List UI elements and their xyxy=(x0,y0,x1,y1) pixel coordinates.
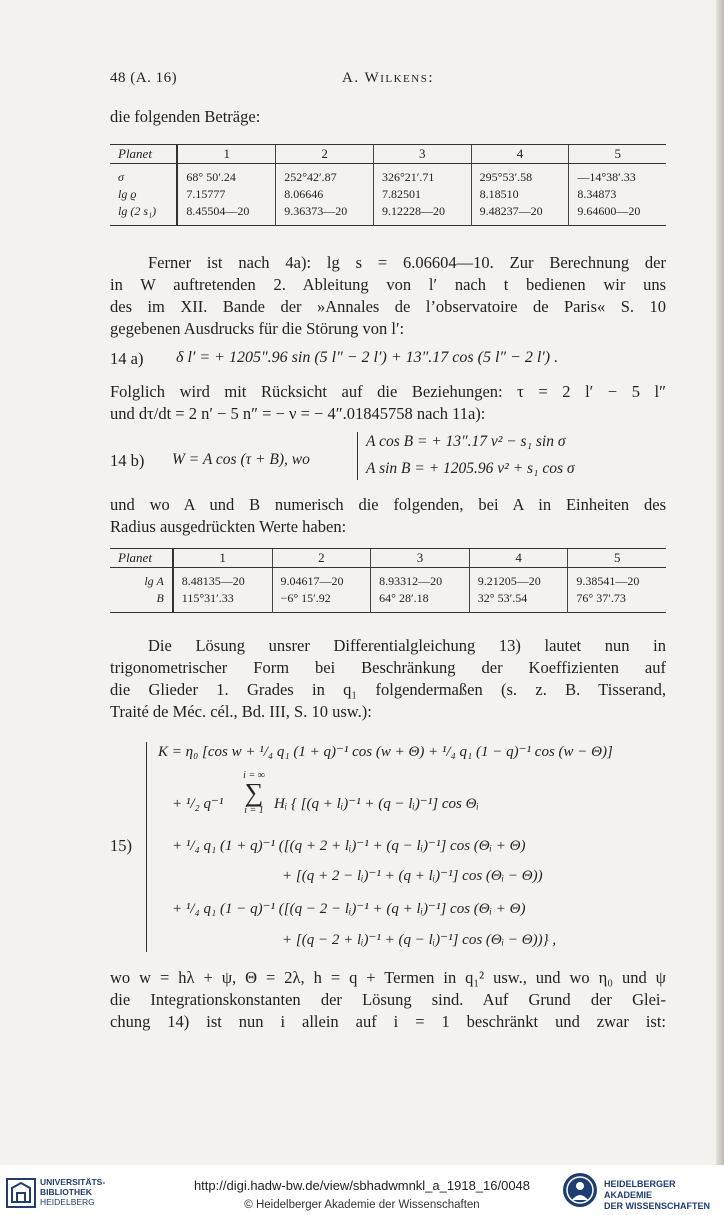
table-cell: 7.15777 xyxy=(177,186,275,203)
logo-text-line: UNIVERSITÄTS- xyxy=(40,1177,106,1187)
table-cell: 68° 50′.24 xyxy=(177,164,275,187)
academy-name xyxy=(604,1179,724,1212)
text-line: Die Lösung unsrer Differentialgleichung 13) lautet nun in xyxy=(148,636,666,655)
equation-14a: δ l′ = + 1205″.96 sin (5 l″ − 2 l′) + 13″.17 cos (5 l″ − 2 l′) . xyxy=(176,349,559,366)
paragraph-wo xyxy=(110,967,666,1033)
text-line: Traité de Méc. cél., Bd. III, S. 10 usw.): xyxy=(110,702,372,721)
table-header-cell: Planet xyxy=(110,145,177,164)
author-name: A. Wilkens: xyxy=(342,70,434,86)
permalink[interactable]: http://digi.hadw-bw.de/view/sbhadwmnkl_a_1918_16/0048 xyxy=(193,1178,531,1193)
text-line: die Integrationskonstanten der Lösung sind. Auf Grund der Glei- xyxy=(110,990,666,1009)
table-cell: 326°21′.71 xyxy=(373,164,471,187)
text-line: Radius ausgedrückten Werte haben: xyxy=(110,517,347,536)
logo-text-line: HEIDELBERG xyxy=(40,1197,95,1207)
table-header-row xyxy=(110,549,666,568)
text-line: Folglich wird mit Rücksicht auf die Beziehungen: τ = 2 l′ − 5 l″ xyxy=(110,382,666,401)
table-header-cell: Planet xyxy=(110,549,173,568)
text-line: gegebenen Ausdrucks für die Störung von l′: xyxy=(110,319,405,338)
table-header-cell: 5 xyxy=(568,549,666,568)
logo-text-line: HEIDELBERGER AKADEMIE xyxy=(604,1179,676,1200)
text-line: Ferner ist nach 4a): lg s = 6.06604—10. Zur Berechnung der xyxy=(148,253,666,272)
table-header-cell: 4 xyxy=(471,145,569,164)
paragraph-ferner xyxy=(110,252,666,340)
equation-15-line3: + ¹/₄ q₁ (1 + q)⁻¹ ([(q + 2 + lᵢ)⁻¹ + (q − lᵢ)⁻¹] cos (Θᵢ + Θ) xyxy=(172,838,526,854)
logo-text-line: BIBLIOTHEK xyxy=(40,1187,92,1197)
table-header-cell: 3 xyxy=(373,145,471,164)
sum-upper-limit: i = ∞ xyxy=(243,770,265,781)
table-header-cell: 3 xyxy=(371,549,470,568)
sum-lower-limit: i = 1 xyxy=(244,805,264,816)
table-header-cell: 5 xyxy=(569,145,666,164)
table-cell: 295°53′.58 xyxy=(471,164,569,187)
table-cell: −6° 15′.92 xyxy=(272,590,371,613)
academy-seal-icon xyxy=(563,1173,597,1207)
text-line: des im XII. Bande der »Annales de l’observatoire de Paris« S. 10 xyxy=(110,297,666,316)
table-cell: 64° 28′.18 xyxy=(371,590,470,613)
table-cell: 252°42′.87 xyxy=(276,164,374,187)
text-line: wo w = hλ + ψ, Θ = 2λ, h = q + Termen in q₁² usw., und wo η₀ und ψ xyxy=(110,968,666,987)
table-cell: 9.12228—20 xyxy=(373,203,471,226)
equation-15-line6: + [(q − 2 + lᵢ)⁻¹ + (q − lᵢ)⁻¹] cos (Θᵢ − Θ))} , xyxy=(282,932,557,948)
table-header-cell: 1 xyxy=(173,549,272,568)
table-planet-elements xyxy=(110,144,666,226)
table-cell: 8.45504—20 xyxy=(177,203,275,226)
equation-14b-line2: A sin B = + 1205.96 ν² + s₁ cos σ xyxy=(366,460,575,477)
table-cell: 76° 37′.73 xyxy=(568,590,666,613)
table-cell: 8.06646 xyxy=(276,186,374,203)
text-line: in W auftretenden 2. Ableitung von l′ nach t bedienen wir uns xyxy=(110,275,666,294)
copyright-notice: © Heidelberger Akademie der Wissenschaften xyxy=(244,1199,480,1211)
text-line: chung 14) ist nun i allein auf i = 1 beschränkt und zwar ist: xyxy=(110,1012,666,1031)
equation-15-line4: + [(q + 2 − lᵢ)⁻¹ + (q + lᵢ)⁻¹] cos (Θᵢ − Θ)) xyxy=(282,868,543,884)
equation-brace xyxy=(357,432,358,480)
table-row xyxy=(110,164,666,187)
equation-15-line2-pre: + ¹/₂ q⁻¹ xyxy=(172,796,224,812)
equation-15-line1: K = η₀ [cos w + ¹/₄ q₁ (1 + q)⁻¹ cos (w + Θ) + ¹/₄ q₁ (1 − q)⁻¹ cos (w − Θ)] xyxy=(158,744,613,760)
table-cell: 9.64600—20 xyxy=(569,203,666,226)
equation-brace xyxy=(146,742,147,952)
table-cell: σ xyxy=(110,164,177,187)
intro-text: die folgenden Beträge: xyxy=(110,107,261,126)
table-cell: 8.18510 xyxy=(471,186,569,203)
table-cell: 9.04617—20 xyxy=(272,568,371,591)
table-cell: —14°38′.33 xyxy=(569,164,666,187)
table-cell: 9.48237—20 xyxy=(471,203,569,226)
summation xyxy=(237,770,271,816)
table-header-cell: 2 xyxy=(272,549,371,568)
text-line: und dτ/dt = 2 n′ − 5 n″ = − ν = − 4″.01845758 nach 11a): xyxy=(110,404,486,423)
table-cell: 115°31′.33 xyxy=(173,590,272,613)
table-row xyxy=(110,568,666,591)
text-line: trigonometrischer Form bei Beschränkung der Koeffizienten auf xyxy=(110,658,666,677)
logo-text-line: DER WISSENSCHAFTEN xyxy=(604,1201,711,1211)
page-edge xyxy=(716,0,724,1165)
equation-label: 15) xyxy=(110,836,132,855)
equation-14b-main: W = A cos (τ + B), wo xyxy=(172,451,310,468)
table-cell: 8.93312—20 xyxy=(371,568,470,591)
table-header-cell: 2 xyxy=(276,145,374,164)
equation-15-line5: + ¹/₄ q₁ (1 − q)⁻¹ ([(q − 2 − lᵢ)⁻¹ + (q + lᵢ)⁻¹] cos (Θᵢ + Θ) xyxy=(172,901,526,917)
paragraph-loesung xyxy=(110,635,666,723)
viewer-footer xyxy=(0,1165,724,1215)
table-cell: 32° 53′.54 xyxy=(469,590,568,613)
equation-14b-line1: A cos B = + 13″.17 ν² − s₁ sin σ xyxy=(366,433,566,450)
text-line: die Glieder 1. Grades in q₁ folgendermaßen (s. z. B. Tisserand, xyxy=(110,680,666,699)
sum-sign: ∑ xyxy=(244,778,264,807)
table-cell: lg A xyxy=(110,568,173,591)
table-cell: lg ϱ xyxy=(110,186,177,203)
table-header-row xyxy=(110,145,666,164)
equation-label: 14 a) xyxy=(110,349,144,368)
equation-label: 14 b) xyxy=(110,451,145,470)
table-cell: 8.48135—20 xyxy=(173,568,272,591)
text-line: und wo A und B numerisch die folgenden, bei A in Einheiten des xyxy=(110,495,666,514)
page-reference: 48 (A. 16) xyxy=(110,70,178,86)
equation-15-line2-post: Hᵢ { [(q + lᵢ)⁻¹ + (q − lᵢ)⁻¹] cos Θᵢ xyxy=(274,796,479,812)
paragraph-und-wo xyxy=(110,494,666,538)
table-cell: 8.34873 xyxy=(569,186,666,203)
table-cell: 9.36373—20 xyxy=(276,203,374,226)
table-header-cell: 1 xyxy=(177,145,275,164)
table-row xyxy=(110,186,666,203)
table-cell: lg (2 s₁) xyxy=(110,203,177,226)
table-numeric-values xyxy=(110,548,666,613)
table-row xyxy=(110,590,666,613)
table-cell: 7.82501 xyxy=(373,186,471,203)
table-cell: B xyxy=(110,590,173,613)
table-row xyxy=(110,203,666,226)
paragraph-folglich xyxy=(110,381,666,425)
table-cell: 9.21205—20 xyxy=(469,568,568,591)
table-cell: 9.38541—20 xyxy=(568,568,666,591)
table-header-cell: 4 xyxy=(469,549,568,568)
